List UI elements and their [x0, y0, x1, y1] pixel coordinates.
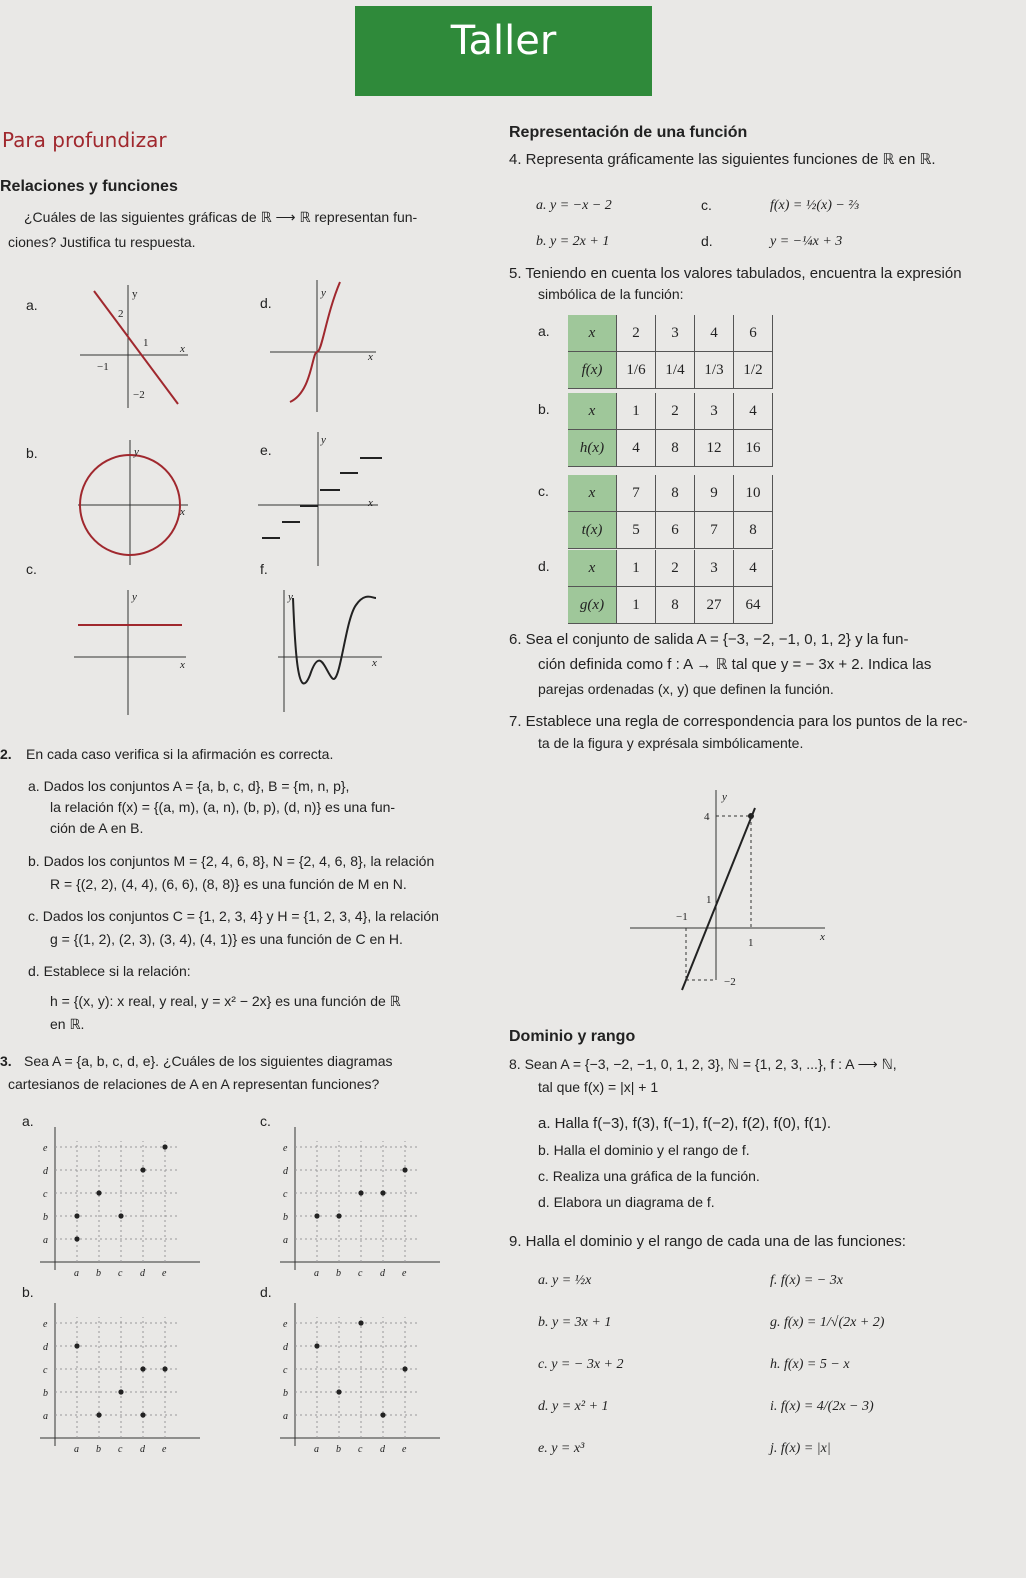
q1-label-d: d.: [260, 295, 272, 311]
tick-x: c: [118, 1268, 123, 1279]
tick-y: d: [43, 1342, 48, 1353]
q2-text: En cada caso verifica si la afirmación es correcta.: [26, 746, 334, 762]
q9-item-d: d. y = x² + 1: [538, 1399, 609, 1414]
point: [358, 1190, 363, 1195]
q1-label-a: a.: [26, 297, 38, 313]
graph-a-tick-1: 1: [143, 337, 149, 349]
tick-x: a: [74, 1444, 79, 1455]
q2-b-line1: b. Dados los conjuntos M = {2, 4, 6, 8}, N = {2, 4, 6, 8}, la relación: [28, 853, 435, 869]
q3-number: 3.: [0, 1053, 12, 1069]
q3-label-d: d.: [260, 1284, 272, 1300]
tick-y: d: [283, 1166, 288, 1177]
svg-text:x: x: [368, 351, 373, 363]
tick-y: c: [43, 1365, 48, 1376]
q7-y-label: y: [722, 791, 727, 803]
tick-x: d: [140, 1444, 145, 1455]
svg-text:y: y: [321, 287, 326, 299]
tick-x: b: [336, 1268, 341, 1279]
graph-a-tick-neg2: −2: [133, 389, 145, 401]
q5-table-a: x 2 3 4 6 f(x) 1/6 1/4 1/3 1/2: [568, 315, 773, 389]
q8-d: d. Elabora un diagrama de f.: [538, 1194, 715, 1210]
point: [96, 1412, 101, 1417]
q5-table-b-label: b.: [538, 401, 550, 417]
q2-d-line3: en ℝ.: [50, 1016, 85, 1032]
tick-y: e: [43, 1319, 48, 1330]
tick-x: d: [380, 1444, 385, 1455]
q1-text-2: ciones? Justifica tu respuesta.: [8, 234, 196, 250]
point: [162, 1144, 167, 1149]
q1-label-b: b.: [26, 445, 38, 461]
q5-text-2: simbólica de la función:: [538, 286, 684, 302]
q2-d-line1: d. Establece si la relación:: [28, 963, 191, 979]
q3-label-a: a.: [22, 1113, 34, 1129]
q3-label-c: c.: [260, 1113, 271, 1129]
point: [96, 1190, 101, 1195]
q7-tick-neg2: −2: [724, 976, 736, 988]
q2-b-line2: R = {(2, 2), (4, 4), (6, 6), (8, 8)} es una función de M en N.: [50, 876, 407, 892]
q5-table-c-label: c.: [538, 483, 549, 499]
tick-x: e: [402, 1268, 407, 1279]
point: [314, 1213, 319, 1218]
point: [74, 1213, 79, 1218]
q5-table-c: x 7 8 9 10 t(x) 5 6 7 8: [568, 475, 773, 549]
q1-label-e: e.: [260, 442, 272, 458]
q9-item-b: b. y = 3x + 1: [538, 1315, 612, 1330]
point: [380, 1412, 385, 1417]
graph-a-tick-neg1: −1: [97, 361, 109, 373]
tick-x: e: [162, 1444, 167, 1455]
q4-a: a. y = −x − 2: [536, 198, 612, 213]
tick-x: d: [140, 1268, 145, 1279]
subsection-relaciones: Relaciones y funciones: [0, 178, 178, 195]
q9-item-i: i. f(x) = 4/(2x − 3): [770, 1399, 874, 1414]
tick-y: a: [43, 1235, 48, 1246]
svg-text:y: y: [288, 591, 293, 603]
q2-a-line1: a. Dados los conjuntos A = {a, b, c, d}, B = {m, n, p},: [28, 778, 350, 794]
svg-text:x: x: [180, 506, 185, 518]
svg-text:x: x: [368, 497, 373, 509]
point: [74, 1236, 79, 1241]
tick-x: a: [314, 1444, 319, 1455]
q8-line2: tal que f(x) = |x| + 1: [538, 1079, 659, 1095]
q7-graph: [620, 780, 850, 1000]
q1-text-1: ¿Cuáles de las siguientes gráficas de ℝ ⟶ ℝ representan fun-: [24, 209, 418, 225]
q2-c-line1: c. Dados los conjuntos C = {1, 2, 3, 4} y H = {1, 2, 3, 4}, la relación: [28, 908, 439, 924]
q7-line1: 7. Establece una regla de correspondencia para los puntos de la rec-: [509, 713, 968, 730]
cartesian-a: [40, 1127, 200, 1279]
q9-item-e: e. y = x³: [538, 1441, 585, 1456]
tick-y: b: [283, 1388, 288, 1399]
q5-table-b: x 1 2 3 4 h(x) 4 8 12 16: [568, 393, 773, 467]
tick-x: a: [74, 1268, 79, 1279]
q9-item-f: f. f(x) = − 3x: [770, 1273, 843, 1288]
point: [314, 1343, 319, 1348]
tick-y: c: [283, 1365, 288, 1376]
graph-a-tick-2: 2: [118, 308, 124, 320]
q7-line: [682, 808, 755, 990]
tick-y: d: [283, 1342, 288, 1353]
tick-y: e: [283, 1143, 288, 1154]
q5-table-d-label: d.: [538, 558, 550, 574]
q2-c-line2: g = {(1, 2), (2, 3), (3, 4), (4, 1)} es una función de C en H.: [50, 931, 403, 947]
q4-d-label: d.: [701, 233, 713, 249]
tick-y: a: [43, 1411, 48, 1422]
q1-label-f: f.: [260, 561, 268, 577]
point: [118, 1389, 123, 1394]
q2-d-line2: h = {(x, y): x real, y real, y = x² − 2x} es una función de ℝ: [50, 993, 401, 1009]
q9-text: 9. Halla el dominio y el rango de cada una de las funciones:: [509, 1233, 906, 1250]
q7-tick-x1: 1: [748, 937, 754, 949]
tick-y: a: [283, 1235, 288, 1246]
q5-table-a-label: a.: [538, 323, 550, 339]
point: [74, 1343, 79, 1348]
tick-x: c: [358, 1444, 363, 1455]
tick-y: b: [283, 1212, 288, 1223]
q4-b: b. y = 2x + 1: [536, 234, 610, 249]
q1-label-c: c.: [26, 561, 37, 577]
q2-a-line2: la relación f(x) = {(a, m), (a, n), (b, p), (d, n)} es una fun-: [50, 799, 396, 815]
point: [140, 1412, 145, 1417]
tick-x: c: [118, 1444, 123, 1455]
q4-d: y = −¼x + 3: [770, 234, 843, 249]
q9-item-h: h. f(x) = 5 − x: [770, 1357, 850, 1372]
tick-x: b: [96, 1268, 101, 1279]
cartesian-d: [280, 1303, 440, 1455]
tick-y: d: [43, 1166, 48, 1177]
q6-line2: ción definida como f : A → ℝ tal que y = − 3x + 2. Indica las: [538, 656, 932, 673]
q6-line3: parejas ordenadas (x, y) que definen la función.: [538, 681, 834, 697]
q7-tick-1: 1: [706, 894, 712, 906]
q9-item-a: a. y = ½x: [538, 1273, 592, 1288]
point: [358, 1320, 363, 1325]
tick-y: b: [43, 1212, 48, 1223]
q3-label-b: b.: [22, 1284, 34, 1300]
q7-line2: ta de la figura y exprésala simbólicamente.: [538, 735, 804, 751]
svg-text:x: x: [180, 659, 185, 671]
q9-item-j: j. f(x) = |x|: [770, 1441, 831, 1456]
tick-x: c: [358, 1268, 363, 1279]
tick-y: e: [283, 1319, 288, 1330]
svg-text:y: y: [132, 591, 137, 603]
q4-text: 4. Representa gráficamente las siguientes funciones de ℝ en ℝ.: [509, 151, 936, 168]
tick-x: e: [162, 1268, 167, 1279]
tick-y: a: [283, 1411, 288, 1422]
tick-x: a: [314, 1268, 319, 1279]
point: [162, 1366, 167, 1371]
tick-x: e: [402, 1444, 407, 1455]
q7-x-label: x: [820, 931, 825, 943]
q6-line1: 6. Sea el conjunto de salida A = {−3, −2, −1, 0, 1, 2} y la fun-: [509, 631, 909, 648]
q8-a: a. Halla f(−3), f(3), f(−1), f(−2), f(2), f(0), f(1).: [538, 1115, 831, 1132]
point: [380, 1190, 385, 1195]
q5-table-d: x 1 2 3 4 g(x) 1 8 27 64: [568, 550, 773, 624]
q2-number: 2.: [0, 746, 12, 762]
point: [402, 1366, 407, 1371]
q8-c: c. Realiza una gráfica de la función.: [538, 1168, 760, 1184]
point: [336, 1389, 341, 1394]
q9-item-g: g. f(x) = 1/√(2x + 2): [770, 1315, 885, 1330]
svg-text:x: x: [372, 657, 377, 669]
tick-x: d: [380, 1268, 385, 1279]
svg-text:y: y: [134, 446, 139, 458]
point: [118, 1213, 123, 1218]
q3-text-1: Sea A = {a, b, c, d, e}. ¿Cuáles de los siguientes diagramas: [24, 1053, 393, 1069]
subsection-dominio-rango: Dominio y rango: [509, 1028, 636, 1045]
q2-a-line3: ción de A en B.: [50, 820, 144, 836]
q8-b: b. Halla el dominio y el rango de f.: [538, 1142, 750, 1158]
tick-y: e: [43, 1143, 48, 1154]
q9-item-c: c. y = − 3x + 2: [538, 1357, 624, 1372]
point: [140, 1167, 145, 1172]
q7-tick-neg1: −1: [676, 911, 688, 923]
q7-tick-4: 4: [704, 811, 710, 823]
q8-line1: 8. Sean A = {−3, −2, −1, 0, 1, 2, 3}, ℕ = {1, 2, 3, ...}, f : A ⟶ ℕ,: [509, 1056, 897, 1072]
cartesian-c: [280, 1127, 440, 1279]
q4-c: f(x) = ½(x) − ⅔: [770, 198, 859, 213]
section-title-para-profundizar: Para profundizar: [2, 128, 167, 152]
q5-text-1: 5. Teniendo en cuenta los valores tabulados, encuentra la expresión: [509, 265, 962, 282]
tick-y: b: [43, 1388, 48, 1399]
section-title-representacion: Representación de una función: [509, 124, 748, 141]
tick-x: b: [336, 1444, 341, 1455]
point: [402, 1167, 407, 1172]
svg-text:y: y: [132, 288, 138, 300]
page-title: Taller: [450, 18, 557, 64]
q3-text-2: cartesianos de relaciones de A en A representan funciones?: [8, 1076, 380, 1092]
point: [140, 1366, 145, 1371]
svg-text:x: x: [180, 343, 185, 355]
tick-y: c: [283, 1189, 288, 1200]
cartesian-b: [40, 1303, 200, 1455]
tick-y: c: [43, 1189, 48, 1200]
svg-text:y: y: [321, 434, 326, 446]
point: [336, 1213, 341, 1218]
tick-x: b: [96, 1444, 101, 1455]
q4-c-label: c.: [701, 197, 712, 213]
q7-point-top: [748, 813, 754, 819]
